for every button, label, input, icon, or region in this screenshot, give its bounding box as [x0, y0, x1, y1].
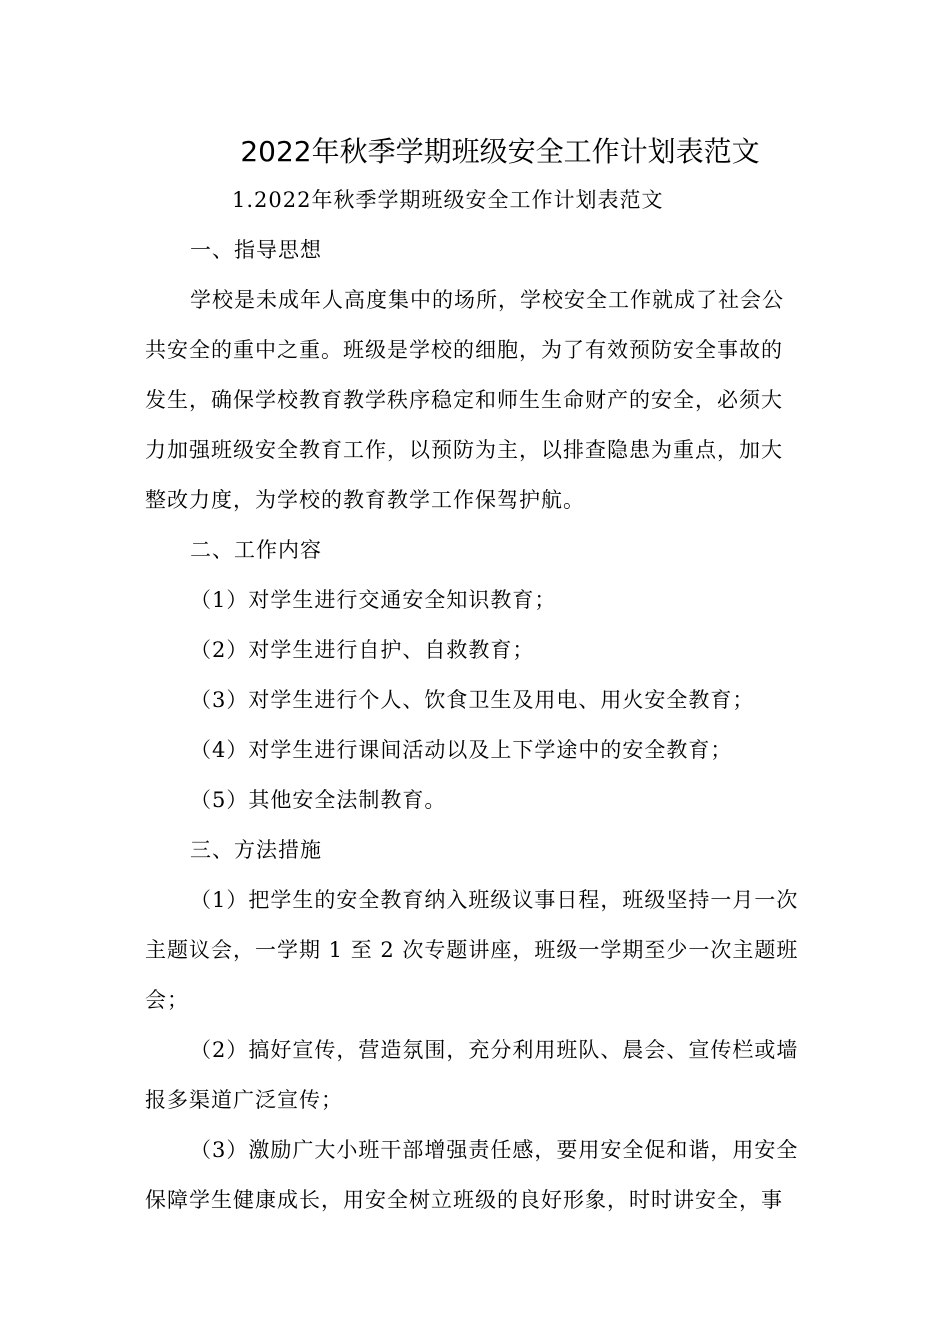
- paragraph-line: 会；: [145, 988, 189, 1012]
- document-title: 2022年秋季学期班级安全工作计划表范文: [240, 135, 760, 168]
- section-heading-methods: 三、方法措施: [190, 838, 322, 862]
- paragraph-line: 共安全的重中之重。班级是学校的细胞，为了有效预防安全事故的: [145, 338, 783, 362]
- paragraph-line: （3）激励广大小班干部增强责任感，要用安全促和谐，用安全: [190, 1138, 799, 1162]
- list-item: （4）对学生进行课间活动以及上下学途中的安全教育；: [190, 738, 733, 762]
- paragraph-line: （1）把学生的安全教育纳入班级议事日程，班级坚持一月一次: [190, 888, 799, 912]
- section-heading-work-content: 二、工作内容: [190, 538, 322, 562]
- section-heading-guiding-ideology: 一、指导思想: [190, 238, 322, 262]
- list-item: （3）对学生进行个人、饮食卫生及用电、用火安全教育；: [190, 688, 755, 712]
- paragraph-line: 整改力度，为学校的教育教学工作保驾护航。: [145, 488, 585, 512]
- paragraph-line: 主题议会，一学期 1 至 2 次专题讲座，班级一学期至少一次主题班: [145, 938, 799, 962]
- paragraph-line: （2）搞好宣传，营造氛围，充分利用班队、晨会、宣传栏或墙: [190, 1038, 799, 1062]
- list-item: （2）对学生进行自护、自救教育；: [190, 638, 535, 662]
- paragraph-line: 保障学生健康成长，用安全树立班级的良好形象，时时讲安全，事: [145, 1188, 783, 1212]
- document-subtitle: 1.2022年秋季学期班级安全工作计划表范文: [232, 188, 664, 212]
- paragraph-line: 发生，确保学校教育教学秩序稳定和师生生命财产的安全，必须大: [145, 388, 783, 412]
- list-item: （1）对学生进行交通安全知识教育；: [190, 588, 557, 612]
- list-item: （5）其他安全法制教育。: [190, 788, 447, 812]
- paragraph-line: 报多渠道广泛宣传；: [145, 1088, 343, 1112]
- paragraph-line: 学校是未成年人高度集中的场所，学校安全工作就成了社会公: [190, 288, 784, 312]
- paragraph-line: 力加强班级安全教育工作，以预防为主，以排查隐患为重点，加大: [145, 438, 783, 462]
